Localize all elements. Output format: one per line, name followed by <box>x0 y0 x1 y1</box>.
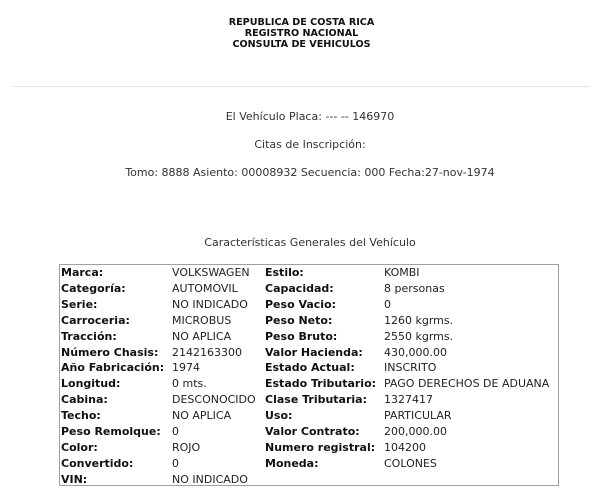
citas-details: Tomo: 8888 Asiento: 00008932 Secuencia: 000 Fecha:27-nov-1974 <box>125 166 495 179</box>
field-value: VOLKSWAGEN <box>172 266 250 279</box>
header-country: REPUBLICA DE COSTA RICA <box>228 17 375 28</box>
field-value: NO INDICADO <box>172 472 248 486</box>
field-value: 8 personas <box>384 281 445 295</box>
page-header <box>0 17 593 50</box>
table-row <box>60 472 558 486</box>
field-value: 2142163300 <box>172 345 242 359</box>
field-label: Moneda: <box>265 456 319 470</box>
field-value: 0 <box>172 456 179 470</box>
field-label: Estado Tributario: <box>265 377 377 391</box>
field-value: PAGO DERECHOS DE ADUANA <box>384 377 550 391</box>
field-label: Clase Tributaria: <box>265 393 367 407</box>
field-label: Numero registral: <box>265 440 376 454</box>
field-label: Valor Hacienda: <box>265 345 363 359</box>
field-value: COLONES <box>384 456 437 470</box>
table-row <box>60 313 558 328</box>
table-row <box>60 265 558 280</box>
table-row <box>60 360 558 375</box>
table-row <box>60 392 558 407</box>
field-value: 2550 kgrms. <box>384 329 454 343</box>
field-value: KOMBI <box>384 266 420 279</box>
field-value: 1974 <box>172 361 200 375</box>
field-label: Capacidad: <box>265 281 334 295</box>
table-row <box>60 345 558 360</box>
characteristics-table <box>59 264 559 486</box>
field-label: Uso: <box>265 409 293 423</box>
header-query-title: CONSULTA DE VEHICULOS <box>232 39 371 50</box>
field-value: 0 mts. <box>172 377 207 391</box>
field-value: 1260 kgrms. <box>384 313 454 327</box>
field-value: 430,000.00 <box>384 345 447 359</box>
table-row <box>60 408 558 423</box>
table-row <box>60 329 558 344</box>
field-label: Convertido: <box>61 456 134 470</box>
table-row <box>60 440 558 455</box>
field-value: 104200 <box>384 440 426 454</box>
field-label: Techo: <box>61 409 101 423</box>
field-label: Peso Neto: <box>265 313 333 327</box>
field-label: VIN: <box>61 472 88 486</box>
field-value: DESCONOCIDO <box>172 393 256 407</box>
field-value: 200,000.00 <box>384 425 447 438</box>
field-value: AUTOMOVIL <box>172 281 238 295</box>
field-value: INSCRITO <box>384 361 437 375</box>
field-label: Serie: <box>61 297 98 311</box>
field-label: Estilo: <box>265 266 304 279</box>
field-value: ROJO <box>172 440 201 454</box>
field-value: PARTICULAR <box>384 409 452 423</box>
field-value: NO INDICADO <box>172 297 248 311</box>
field-value: 0 <box>172 425 179 438</box>
vehicle-plate-text: El Vehículo Placa: --- -- 146970 <box>225 110 395 123</box>
field-label: Categoría: <box>61 281 126 295</box>
table-row <box>60 424 558 439</box>
field-label: Color: <box>61 440 98 454</box>
field-label: Peso Remolque: <box>61 425 161 438</box>
characteristics-title: Características Generales del Vehículo <box>204 236 416 249</box>
field-label: Peso Vacio: <box>265 297 337 311</box>
field-value: MICROBUS <box>172 313 232 327</box>
field-value: 0 <box>384 297 391 311</box>
header-divider <box>13 86 590 87</box>
field-value: NO APLICA <box>172 409 232 423</box>
table-row <box>60 297 558 312</box>
field-label: Carroceria: <box>61 313 130 327</box>
field-value: NO APLICA <box>172 329 232 343</box>
field-label: Número Chasis: <box>61 345 159 359</box>
citas-title: Citas de Inscripción: <box>254 138 366 151</box>
header-registry: REGISTRO NACIONAL <box>244 28 359 39</box>
field-label: Tracción: <box>61 329 117 343</box>
table-row <box>60 376 558 391</box>
field-label: Longitud: <box>61 377 121 391</box>
field-label: Año Fabricación: <box>61 361 165 375</box>
table-row <box>60 281 558 296</box>
field-label: Valor Contrato: <box>265 425 360 438</box>
field-value: 1327417 <box>384 393 433 407</box>
table-row <box>60 456 558 471</box>
field-label: Peso Bruto: <box>265 329 338 343</box>
field-label: Cabina: <box>61 393 108 407</box>
field-label: Estado Actual: <box>265 361 355 375</box>
field-label: Marca: <box>61 266 104 279</box>
